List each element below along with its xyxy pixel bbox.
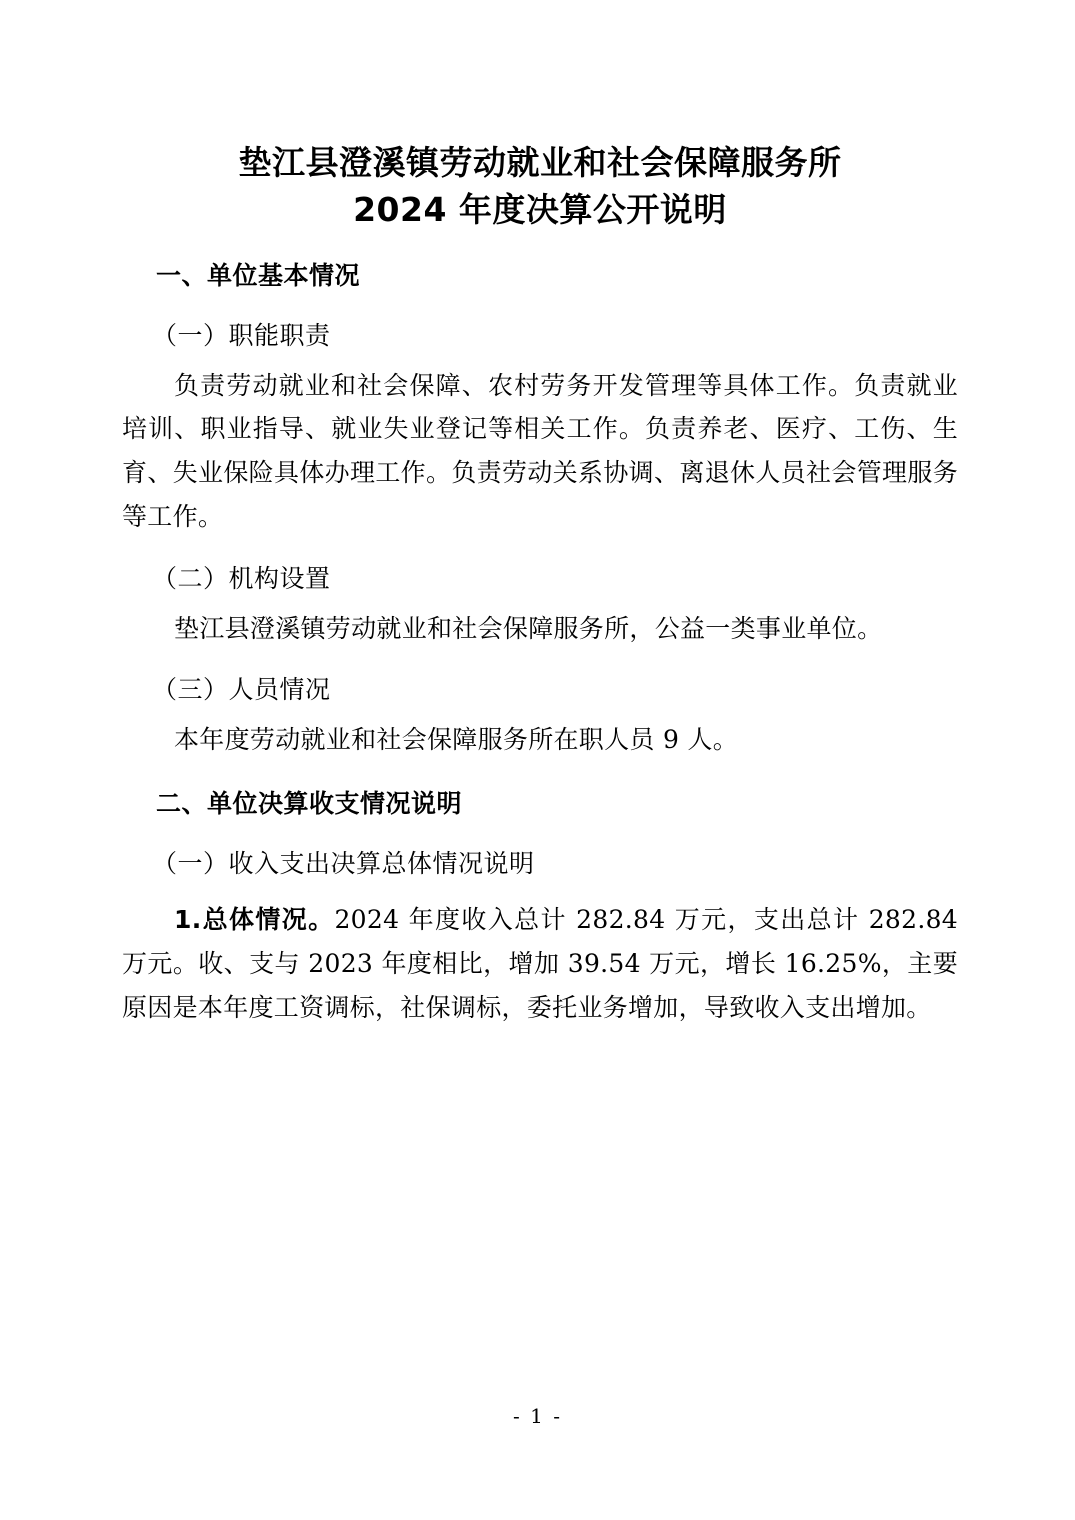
subsection-heading-1-1: （一）职能职责	[152, 320, 331, 350]
paragraph-staffing: 本年度劳动就业和社会保障服务所在职人员 9 人。	[174, 725, 739, 755]
paragraph-organization: 垫江县澄溪镇劳动就业和社会保障服务所，公益一类事业单位。	[174, 613, 883, 643]
page-title	[122, 140, 958, 234]
subsection-heading-1-3: （三）人员情况	[152, 675, 331, 705]
title-line-1: 垫江县澄溪镇劳动就业和社会保障服务所	[238, 143, 842, 182]
item-text-overall: 2024 年度收入总计 282.84 万元，支出总计 282.84 万元。收、支与 2023 年度相比，增加 39.54 万元，增长 16.25%，主要原因是本年度工资调标，社保调标，委托业务增加，导致收入支出增加。	[122, 905, 958, 1022]
section-heading-1: 一、单位基本情况	[156, 260, 361, 290]
section-heading-2: 二、单位决算收支情况说明	[156, 789, 463, 819]
subsection-heading-2-1: （一）收入支出决算总体情况说明	[152, 849, 535, 879]
document-body	[122, 140, 958, 1037]
paragraph-overall-figures	[122, 898, 958, 1029]
page-number: - 1 -	[513, 1404, 562, 1428]
paragraph-duties: 负责劳动就业和社会保障、农村劳务开发管理等具体工作。负责就业培训、职业指导、就业失业登记等相关工作。负责养老、医疗、工伤、生育、失业保险具体办理工作。负责劳动关系协调、离退休人员社会管理服务等工作。	[122, 370, 958, 531]
title-line-2: 2024 年度决算公开说明	[353, 189, 727, 229]
item-label-overall: 1.总体情况。	[174, 905, 335, 935]
subsection-heading-1-2: （二）机构设置	[152, 563, 331, 593]
